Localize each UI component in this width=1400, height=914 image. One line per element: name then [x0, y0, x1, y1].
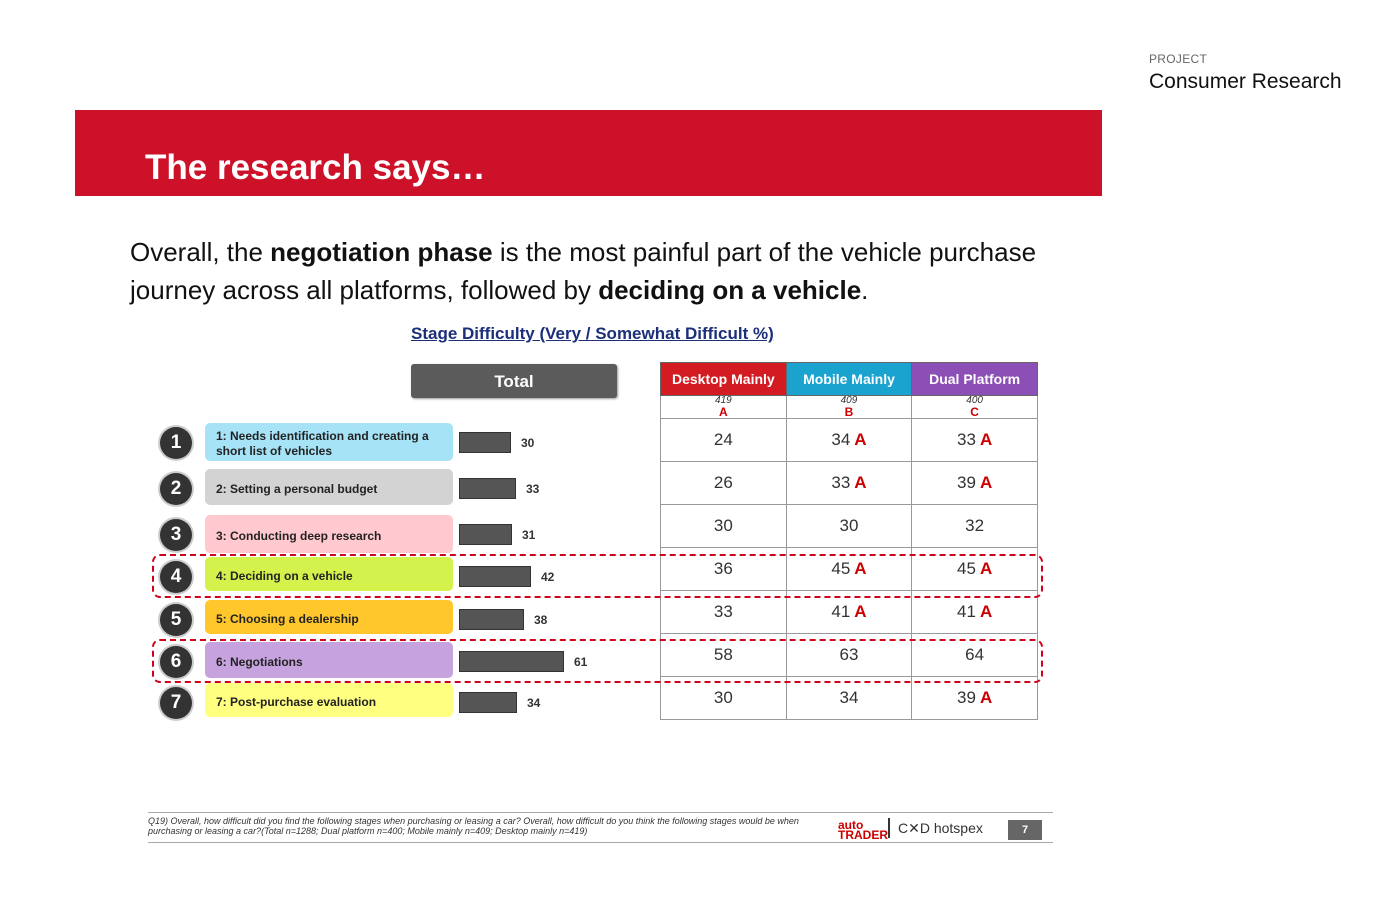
column-header: Desktop Mainly	[661, 363, 787, 396]
stage-number-badge: 5	[160, 604, 192, 636]
autotrader-logo-line2: TRADER	[838, 828, 888, 842]
significance-marker: A	[854, 430, 867, 449]
total-bar-value: 38	[534, 613, 548, 627]
cell-value: 58	[713, 645, 733, 664]
table-cell	[786, 419, 912, 462]
intro-bold-deciding: deciding on a vehicle	[598, 275, 862, 305]
total-bar-value: 33	[526, 482, 540, 496]
title-banner	[75, 110, 1102, 196]
cell-value: 34	[831, 430, 851, 449]
column-letter-cell: B	[786, 406, 912, 419]
cell-value: 36	[713, 559, 733, 578]
total-header: Total	[411, 364, 617, 398]
highlight-outline-deciding	[152, 554, 1043, 598]
cell-value: 39	[957, 688, 976, 707]
cell-value: 24	[713, 430, 733, 449]
intro-text	[130, 233, 1110, 309]
cell-value: 30	[839, 516, 859, 535]
total-bar	[459, 609, 524, 630]
total-bar	[459, 692, 517, 713]
cell-value: 30	[713, 516, 733, 535]
column-letter-cell: C	[912, 406, 1038, 419]
slide-title: The research says…	[145, 148, 486, 187]
stage-number-badge: 3	[160, 519, 192, 551]
stage-label: 3: Conducting deep research	[205, 515, 453, 553]
table-cell	[786, 505, 912, 548]
cell-value: 41	[957, 602, 976, 621]
column-letter-row	[661, 406, 1038, 419]
total-bar	[459, 524, 512, 545]
project-label: PROJECT	[1149, 52, 1208, 66]
hotspex-logo: C✕D hotspex	[898, 820, 983, 836]
total-bar-value: 30	[521, 436, 535, 450]
table-header-row	[661, 363, 1038, 396]
cell-value: 34	[839, 688, 859, 707]
table-cell	[661, 462, 787, 505]
stage-number-badge: 7	[160, 687, 192, 719]
page-number: 7	[1008, 820, 1042, 840]
footnote: Q19) Overall, how difficult did you find the following stages when purchasing or leasing a car? Overall, how difficult do you think the following stages would be when purchasing or leasing a car?(Total n=1288; Dual platform n=400; Mobile mainly n=409; Desktop mainly n=419)	[148, 816, 799, 836]
significance-marker: A	[979, 473, 993, 492]
total-bar-value: 34	[527, 696, 541, 710]
total-bar	[459, 478, 516, 499]
stage-label: 6: Negotiations	[205, 642, 453, 678]
stage-label: 2: Setting a personal budget	[205, 469, 453, 505]
cell-value: 64	[965, 645, 985, 664]
chart-title: Stage Difficulty (Very / Somewhat Difficult %)	[411, 324, 774, 343]
intro-bold-negotiation: negotiation phase	[270, 237, 493, 267]
significance-marker: A	[979, 688, 993, 707]
table-row	[661, 419, 1038, 462]
cell-value: 26	[713, 473, 733, 492]
stage-number-badge: 4	[160, 561, 192, 593]
total-bar-value: 31	[522, 528, 536, 542]
cell-value: 33	[831, 473, 851, 492]
sample-size-cell: 409	[786, 396, 912, 407]
column-letter-cell: A	[661, 406, 787, 419]
table-cell	[786, 462, 912, 505]
stage-number-badge: 6	[160, 646, 192, 678]
table-cell	[912, 505, 1038, 548]
footer-divider-top	[148, 812, 1053, 813]
table-cell	[912, 419, 1038, 462]
cell-value: 45	[831, 559, 851, 578]
table-row	[661, 462, 1038, 505]
cell-value: 30	[713, 688, 733, 707]
table-row	[661, 505, 1038, 548]
project-name: Consumer Research	[1149, 70, 1342, 93]
sample-size-cell: 400	[912, 396, 1038, 407]
intro-text-part: .	[861, 275, 869, 305]
cell-value: 63	[839, 645, 859, 664]
significance-marker: A	[854, 602, 867, 621]
column-header: Dual Platform	[912, 363, 1038, 396]
total-bar	[459, 432, 511, 453]
significance-marker: A	[979, 559, 993, 578]
cell-value: 33	[713, 602, 733, 621]
total-bar-value: 61	[574, 655, 588, 669]
cell-value: 41	[831, 602, 851, 621]
highlight-outline-negotiations	[152, 639, 1043, 683]
cell-value: 45	[957, 559, 976, 578]
cell-value: 39	[957, 473, 976, 492]
project-label-block	[1149, 52, 1342, 94]
intro-text-part: Overall, the	[130, 237, 271, 267]
stage-label: 4: Deciding on a vehicle	[205, 557, 453, 591]
autotrader-logo	[838, 820, 888, 840]
stage-number-badge: 1	[160, 427, 192, 459]
stage-label: 1: Needs identification and creating a short list of vehicles	[205, 423, 453, 461]
stage-label: 5: Choosing a dealership	[205, 600, 453, 634]
table-cell	[661, 505, 787, 548]
cell-value: 32	[965, 516, 985, 535]
table-cell	[912, 462, 1038, 505]
significance-marker: A	[979, 430, 993, 449]
total-bar-value: 42	[541, 570, 555, 584]
logo-separator	[888, 818, 890, 838]
table-cell	[661, 419, 787, 462]
significance-marker: A	[854, 473, 867, 492]
autotrader-logo-line1: auto	[838, 818, 864, 832]
intro-text-part: is the most painful part of the vehicle purchase journey across all platforms, followed by	[130, 237, 1037, 305]
significance-marker: A	[854, 559, 867, 578]
significance-marker: A	[979, 602, 993, 621]
stage-number-badge: 2	[160, 473, 192, 505]
column-header: Mobile Mainly	[786, 363, 912, 396]
stage-label: 7: Post-purchase evaluation	[205, 683, 453, 717]
footer-divider-bottom	[148, 842, 1053, 843]
sample-size-cell: 419	[661, 396, 787, 407]
cell-value: 33	[957, 430, 976, 449]
